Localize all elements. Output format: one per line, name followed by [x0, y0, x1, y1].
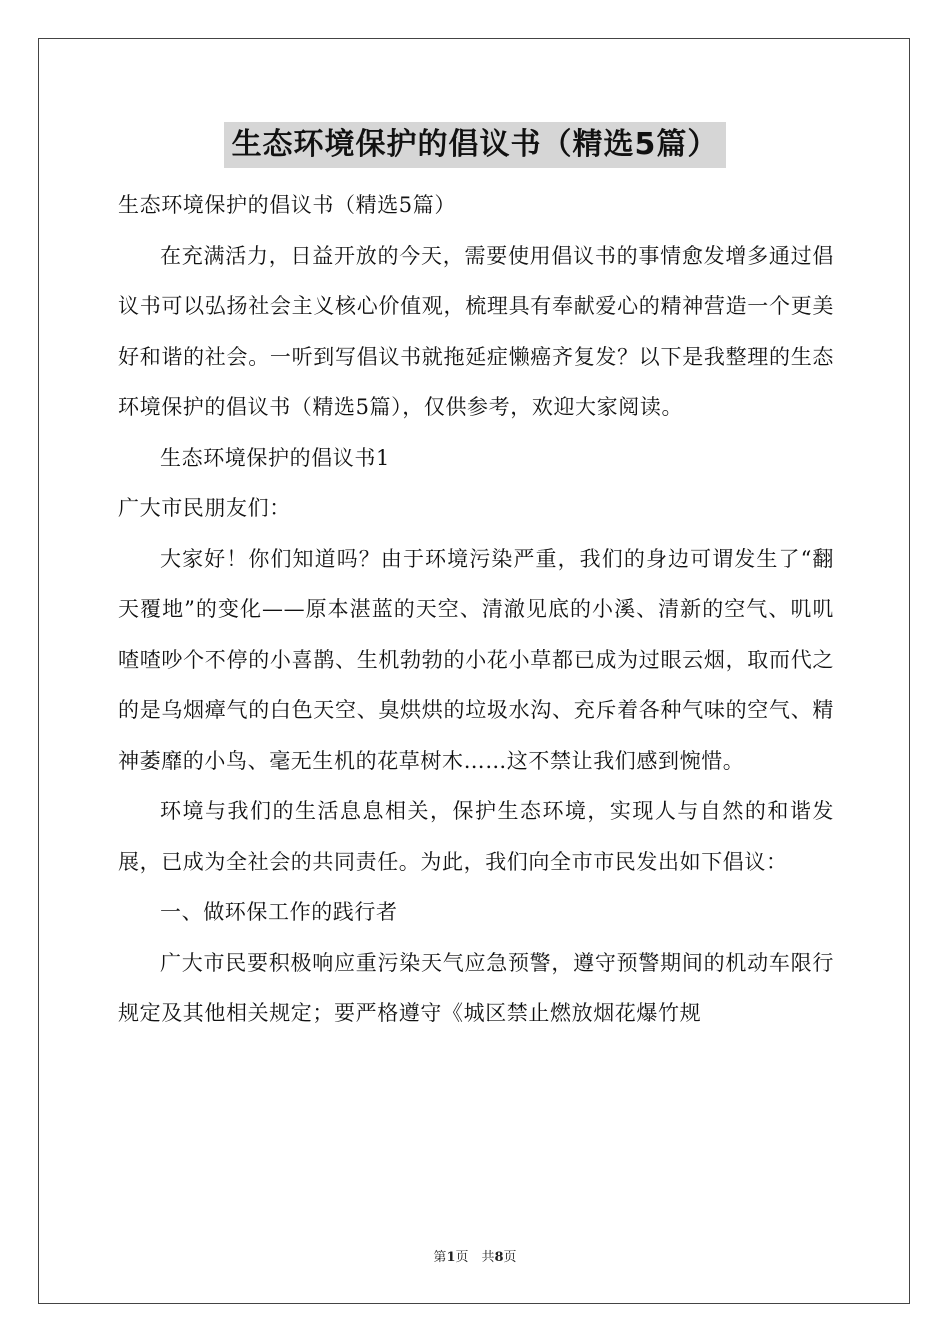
total-page-count: 8 — [494, 1250, 504, 1265]
page-footer — [0, 1246, 950, 1265]
section-heading: 生态环境保护的倡议书1 — [160, 445, 390, 470]
salutation: 广大市民朋友们： — [118, 496, 291, 520]
paragraph: 生态环境保护的倡议书（精选5篇） — [118, 193, 456, 217]
footer-prefix: 第 — [433, 1250, 447, 1265]
current-page-number: 1 — [446, 1250, 456, 1265]
document-body — [118, 180, 834, 1039]
footer-suffix: 页 — [503, 1250, 517, 1265]
paragraph: 环境与我们的生活息息相关，保护生态环境，实现人与自然的和谐发展，已成为全社会的共同责任。为此，我们向全市市民发出如下倡议： — [118, 799, 834, 874]
title-container — [0, 122, 950, 168]
document-title: 生态环境保护的倡议书（精选5篇） — [224, 122, 727, 168]
paragraph: 广大市民要积极响应重污染天气应急预警，遵守预警期间的机动车限行规定及其他相关规定；要严格遵守《城区禁止燃放烟花爆竹规 — [118, 950, 834, 1025]
paragraph: 在充满活力，日益开放的今天，需要使用倡议书的事情愈发增多通过倡议书可以弘扬社会主义核心价值观，梳理具有奉献爱心的精神营造一个更美好和谐的社会。一听到写倡议书就拖延症懒癌齐复发？以下是我整理的生态环境保护的倡议书（精选5篇），仅供参考，欢迎大家阅读。 — [118, 243, 834, 419]
footer-middle: 页 共 — [455, 1250, 495, 1265]
subsection-heading: 一、做环保工作的践行者 — [160, 900, 398, 924]
paragraph: 大家好！你们知道吗？由于环境污染严重，我们的身边可谓发生了“翻天覆地”的变化——原本湛蓝的天空、清澈见底的小溪、清新的空气、叽叽喳喳吵个不停的小喜鹊、生机勃勃的小花小草都已成为过眼云烟，取而代之的是乌烟瘴气的白色天空、臭烘烘的垃圾水沟、充斥着各种气味的空气、精神萎靡的小鸟、毫无生机的花草树木……这不禁让我们感到惋惜。 — [118, 546, 834, 773]
